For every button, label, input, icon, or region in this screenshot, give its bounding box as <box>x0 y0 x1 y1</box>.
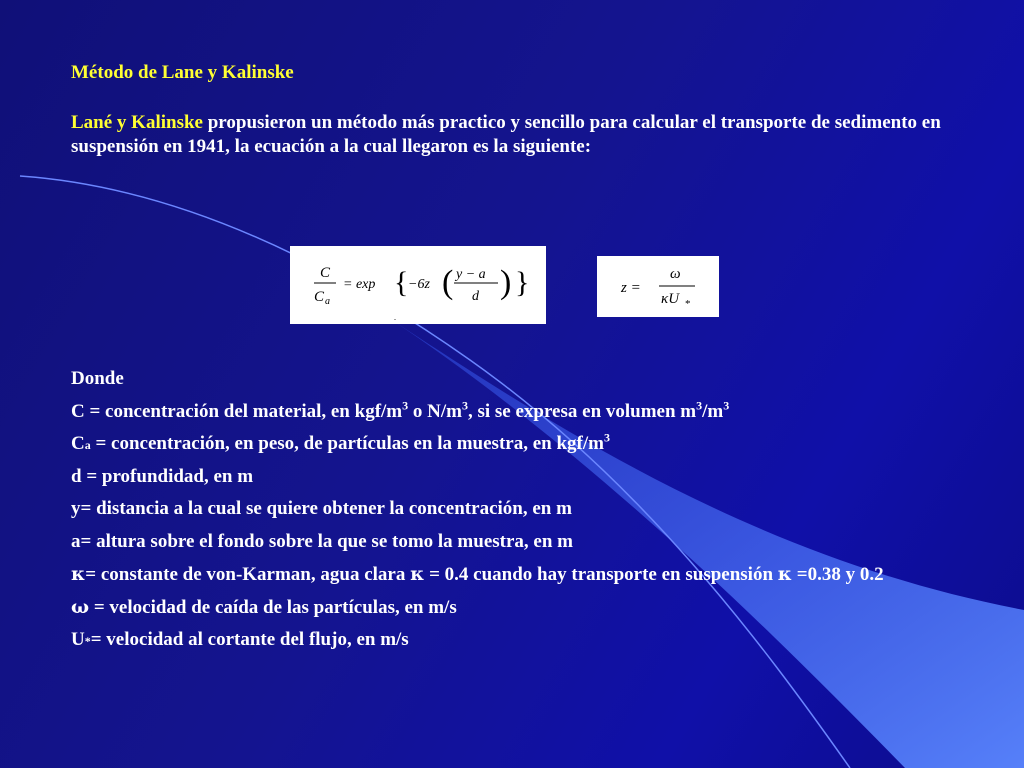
slide-title: Método de Lane y Kalinske <box>71 62 294 83</box>
kappa-symbol: κ <box>71 563 86 585</box>
svg-text:.: . <box>394 313 396 322</box>
omega-symbol: ω <box>71 596 90 618</box>
definition-a: a= altura sobre el fondo sobre la que se tomo la muestra, en m <box>71 530 573 552</box>
eq1-exp: = exp <box>343 277 376 292</box>
eq1-coefficient: −6z <box>408 277 430 292</box>
definition-ca: Ca = concentración, en peso, de partículas en la muestra, en kgf/$m^3$ <box>71 430 610 454</box>
eq1-lhs-denominator: C <box>314 289 325 305</box>
eq1-lhs-subscript: a <box>325 296 330 307</box>
definition-d: d = profundidad, en m <box>71 465 254 487</box>
definitions-list <box>71 367 955 660</box>
equation-z-image <box>597 256 719 317</box>
intro-paragraph <box>71 111 966 159</box>
definition-omega: ω = velocidad de caída de las partículas, en m/s <box>71 596 457 618</box>
eq1-frac-denominator: d <box>472 289 479 304</box>
svg-text:(: ( <box>442 264 454 301</box>
svg-text:): ) <box>500 264 512 301</box>
eq2-denominator: κU <box>661 291 680 307</box>
definitions-heading: Donde <box>71 368 124 389</box>
intro-names: Lané y Kalinske <box>71 112 203 133</box>
intro-text: propusieron un método más practico y sencillo para calcular el transporte de sedimento en suspensión en 1941, la ecuación a la cual llegaron es la siguiente: <box>71 112 941 157</box>
eq2-subscript: * <box>685 298 691 310</box>
svg-text:{: { <box>394 266 409 299</box>
eq2-numerator: ω <box>670 266 681 282</box>
definition-ustar: U*= velocidad al cortante del flujo, en m/s <box>71 628 409 650</box>
eq1-frac-numerator: y − a <box>456 267 486 282</box>
definition-c: C = concentración del material, en kgf/$m^3$ o $N/m^3$, si se expresa en volumen $m^3/m^3$ <box>71 398 730 422</box>
svg-text:}: } <box>515 266 530 299</box>
definition-kappa: κ= constante de von-Karman, agua clara κ = 0.4 cuando hay transporte en suspensión κ =0.38 y 0.2 <box>71 563 884 585</box>
equation-concentration-image <box>290 246 546 324</box>
eq2-lhs: z = <box>621 280 641 296</box>
definition-y: y= distancia a la cual se quiere obtener la concentración, en m <box>71 498 572 519</box>
eq1-lhs-numerator: C <box>320 265 331 281</box>
